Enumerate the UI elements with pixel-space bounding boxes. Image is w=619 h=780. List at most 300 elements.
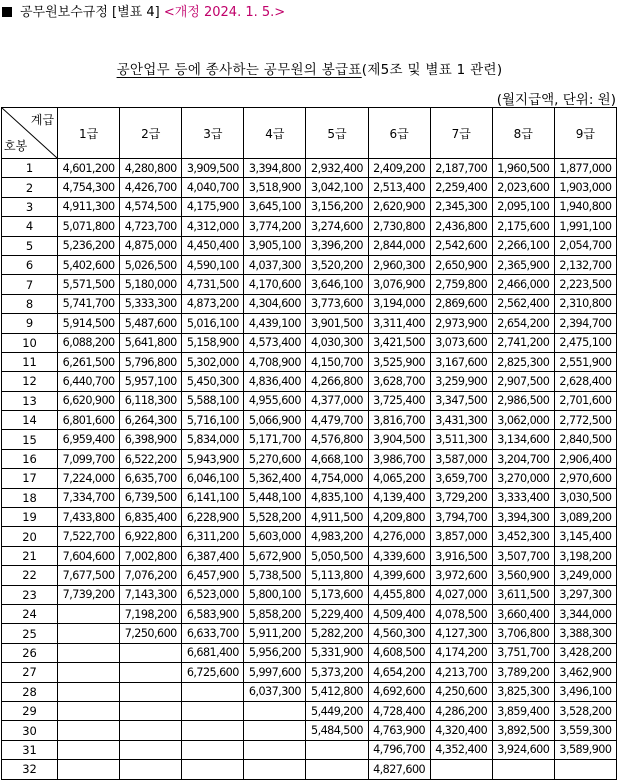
salary-cell: 4,763,900 (368, 721, 430, 740)
salary-cell: 2,628,400 (554, 372, 616, 391)
grade-header: 5급 (306, 108, 368, 159)
salary-cell: 2,986,500 (492, 391, 554, 410)
salary-cell: 4,209,800 (368, 508, 430, 527)
table-row (2, 566, 617, 585)
salary-cell: 3,751,700 (492, 643, 554, 662)
salary-cell (58, 604, 120, 623)
salary-cell: 2,259,400 (430, 178, 492, 197)
step-number-cell: 12 (2, 372, 58, 391)
salary-cell (58, 721, 120, 740)
table-row (2, 663, 617, 682)
salary-cell: 2,932,400 (306, 159, 368, 178)
salary-cell: 5,402,600 (58, 255, 120, 274)
table-row (2, 255, 617, 274)
salary-cell: 3,507,700 (492, 546, 554, 565)
table-row (2, 585, 617, 604)
salary-cell: 6,037,300 (244, 682, 306, 701)
salary-cell: 3,073,600 (430, 333, 492, 352)
salary-cell: 3,646,100 (306, 275, 368, 294)
salary-cell: 3,774,200 (244, 217, 306, 236)
salary-cell: 5,911,200 (244, 624, 306, 643)
salary-cell: 3,394,800 (244, 159, 306, 178)
table-row (2, 760, 617, 779)
salary-cell: 5,362,400 (244, 469, 306, 488)
salary-cell: 2,650,900 (430, 255, 492, 274)
step-number-cell: 13 (2, 391, 58, 410)
salary-cell: 3,659,700 (430, 469, 492, 488)
regulation-title: 공무원보수규정 [별표 4] (20, 5, 160, 20)
salary-cell: 7,604,600 (58, 546, 120, 565)
salary-cell: 4,377,000 (306, 391, 368, 410)
salary-cell (120, 663, 182, 682)
salary-cell: 5,641,800 (120, 333, 182, 352)
salary-cell: 2,475,100 (554, 333, 616, 352)
salary-cell (306, 740, 368, 759)
salary-cell: 7,522,700 (58, 527, 120, 546)
salary-cell: 4,280,800 (120, 159, 182, 178)
salary-cell: 6,681,400 (182, 643, 244, 662)
salary-cell: 3,198,200 (554, 546, 616, 565)
salary-cell: 3,344,000 (554, 604, 616, 623)
salary-cell: 3,388,300 (554, 624, 616, 643)
table-row (2, 449, 617, 468)
salary-cell (244, 701, 306, 720)
step-number-cell: 28 (2, 682, 58, 701)
salary-cell: 4,754,000 (306, 469, 368, 488)
step-number-cell: 26 (2, 643, 58, 662)
salary-cell: 3,857,000 (430, 527, 492, 546)
salary-cell: 5,016,100 (182, 314, 244, 333)
salary-cell: 2,187,700 (430, 159, 492, 178)
salary-cell: 5,834,000 (182, 430, 244, 449)
salary-cell: 4,250,600 (430, 682, 492, 701)
salary-cell: 4,175,900 (182, 197, 244, 216)
salary-cell: 6,725,600 (182, 663, 244, 682)
salary-cell: 5,672,900 (244, 546, 306, 565)
salary-cell: 4,836,400 (244, 372, 306, 391)
salary-cell: 2,310,800 (554, 294, 616, 313)
salary-cell: 7,334,700 (58, 488, 120, 507)
corner-step-label: 호봉 (4, 139, 28, 153)
salary-cell: 5,796,800 (120, 352, 182, 371)
salary-cell: 6,088,200 (58, 333, 120, 352)
salary-cell: 3,916,500 (430, 546, 492, 565)
step-number-cell: 24 (2, 604, 58, 623)
salary-cell: 2,907,500 (492, 372, 554, 391)
grade-header: 9급 (554, 108, 616, 159)
salary-cell: 4,479,700 (306, 411, 368, 430)
salary-table (1, 107, 617, 780)
salary-cell (58, 663, 120, 682)
salary-cell: 7,143,300 (120, 585, 182, 604)
salary-cell: 6,118,300 (120, 391, 182, 410)
step-number-cell: 20 (2, 527, 58, 546)
salary-cell (120, 721, 182, 740)
salary-cell: 6,522,200 (120, 449, 182, 468)
step-number-cell: 1 (2, 159, 58, 178)
salary-cell: 3,660,400 (492, 604, 554, 623)
salary-cell: 7,739,200 (58, 585, 120, 604)
salary-cell (58, 682, 120, 701)
salary-cell: 5,026,500 (120, 255, 182, 274)
salary-cell: 3,528,200 (554, 701, 616, 720)
salary-cell: 5,373,200 (306, 663, 368, 682)
salary-cell: 5,956,200 (244, 643, 306, 662)
salary-cell (58, 701, 120, 720)
salary-cell: 7,224,000 (58, 469, 120, 488)
salary-cell: 3,706,800 (492, 624, 554, 643)
salary-cell: 6,311,200 (182, 527, 244, 546)
salary-cell: 4,286,200 (430, 701, 492, 720)
salary-cell: 1,940,800 (554, 197, 616, 216)
step-number-cell: 19 (2, 508, 58, 527)
salary-cell: 3,204,700 (492, 449, 554, 468)
salary-cell: 6,620,900 (58, 391, 120, 410)
salary-cell: 6,583,900 (182, 604, 244, 623)
salary-cell: 3,972,600 (430, 566, 492, 585)
salary-cell: 5,066,900 (244, 411, 306, 430)
step-number-cell: 8 (2, 294, 58, 313)
salary-cell: 4,399,600 (368, 566, 430, 585)
table-row (2, 721, 617, 740)
step-number-cell: 10 (2, 333, 58, 352)
salary-cell: 5,603,000 (244, 527, 306, 546)
salary-cell: 5,270,600 (244, 449, 306, 468)
step-number-cell: 17 (2, 469, 58, 488)
salary-cell: 5,716,100 (182, 411, 244, 430)
salary-cell: 4,266,800 (306, 372, 368, 391)
salary-cell: 4,037,300 (244, 255, 306, 274)
salary-cell (182, 682, 244, 701)
salary-cell: 5,800,100 (244, 585, 306, 604)
salary-cell: 4,573,400 (244, 333, 306, 352)
salary-cell: 5,588,100 (182, 391, 244, 410)
unit-note: (월지급액, 단위: 원) (496, 92, 616, 108)
revision-note: <개정 2024. 1. 5.> (163, 5, 286, 20)
salary-cell: 3,089,200 (554, 508, 616, 527)
salary-cell: 6,261,500 (58, 352, 120, 371)
salary-cell: 3,518,900 (244, 178, 306, 197)
salary-cell: 5,158,900 (182, 333, 244, 352)
salary-cell: 3,520,200 (306, 255, 368, 274)
table-row (2, 701, 617, 720)
salary-cell: 3,909,500 (182, 159, 244, 178)
grade-header: 1급 (58, 108, 120, 159)
salary-cell: 4,875,000 (120, 236, 182, 255)
salary-cell: 3,270,000 (492, 469, 554, 488)
salary-cell: 4,708,900 (244, 352, 306, 371)
salary-cell: 2,542,600 (430, 236, 492, 255)
salary-cell: 2,701,600 (554, 391, 616, 410)
salary-cell (492, 760, 554, 779)
table-row (2, 624, 617, 643)
salary-cell: 3,428,200 (554, 643, 616, 662)
salary-cell: 2,906,400 (554, 449, 616, 468)
table-row (2, 682, 617, 701)
salary-cell: 3,901,500 (306, 314, 368, 333)
table-row (2, 178, 617, 197)
salary-cell: 5,738,500 (244, 566, 306, 585)
salary-cell: 6,141,100 (182, 488, 244, 507)
salary-cell: 4,590,100 (182, 255, 244, 274)
salary-cell: 7,250,600 (120, 624, 182, 643)
salary-cell: 2,960,300 (368, 255, 430, 274)
step-number-cell: 6 (2, 255, 58, 274)
salary-cell: 5,171,700 (244, 430, 306, 449)
salary-cell: 5,957,100 (120, 372, 182, 391)
salary-cell: 3,645,100 (244, 197, 306, 216)
salary-cell: 2,223,500 (554, 275, 616, 294)
salary-cell: 4,754,300 (58, 178, 120, 197)
salary-cell: 6,264,300 (120, 411, 182, 430)
salary-cell: 4,450,400 (182, 236, 244, 255)
document-header (2, 1, 285, 20)
salary-cell: 4,723,700 (120, 217, 182, 236)
salary-cell (58, 760, 120, 779)
salary-cell: 1,991,100 (554, 217, 616, 236)
salary-cell: 4,654,200 (368, 663, 430, 682)
salary-cell: 4,911,500 (306, 508, 368, 527)
salary-cell: 3,628,700 (368, 372, 430, 391)
salary-cell: 2,365,900 (492, 255, 554, 274)
salary-cell: 3,311,400 (368, 314, 430, 333)
salary-cell: 3,394,300 (492, 508, 554, 527)
salary-cell: 6,523,000 (182, 585, 244, 604)
salary-cell: 4,320,400 (430, 721, 492, 740)
salary-cell: 6,398,900 (120, 430, 182, 449)
salary-cell: 2,409,200 (368, 159, 430, 178)
salary-cell: 3,249,000 (554, 566, 616, 585)
salary-cell: 5,487,600 (120, 314, 182, 333)
salary-cell: 4,873,200 (182, 294, 244, 313)
salary-cell: 2,023,600 (492, 178, 554, 197)
step-number-cell: 23 (2, 585, 58, 604)
salary-cell: 4,668,100 (306, 449, 368, 468)
table-row (2, 314, 617, 333)
salary-cell: 3,156,200 (306, 197, 368, 216)
salary-cell (182, 740, 244, 759)
salary-cell: 4,608,500 (368, 643, 430, 662)
salary-cell: 2,175,600 (492, 217, 554, 236)
table-row (2, 275, 617, 294)
salary-cell: 2,095,100 (492, 197, 554, 216)
salary-cell: 3,062,000 (492, 411, 554, 430)
salary-cell: 2,869,600 (430, 294, 492, 313)
table-row (2, 469, 617, 488)
table-title-reference: (제5조 및 별표 1 관련) (361, 62, 503, 78)
grade-header: 3급 (182, 108, 244, 159)
salary-cell: 3,030,500 (554, 488, 616, 507)
step-number-cell: 30 (2, 721, 58, 740)
salary-cell: 4,170,600 (244, 275, 306, 294)
salary-cell: 5,071,800 (58, 217, 120, 236)
step-number-cell: 31 (2, 740, 58, 759)
salary-cell: 5,858,200 (244, 604, 306, 623)
salary-cell: 3,194,000 (368, 294, 430, 313)
salary-cell: 3,589,900 (554, 740, 616, 759)
salary-cell: 2,772,500 (554, 411, 616, 430)
salary-cell (58, 643, 120, 662)
salary-cell: 6,635,700 (120, 469, 182, 488)
salary-cell: 2,562,400 (492, 294, 554, 313)
salary-cell: 2,973,900 (430, 314, 492, 333)
salary-cell: 3,789,200 (492, 663, 554, 682)
salary-cell: 2,844,000 (368, 236, 430, 255)
table-row (2, 352, 617, 371)
salary-cell: 6,387,400 (182, 546, 244, 565)
salary-cell: 5,173,600 (306, 585, 368, 604)
grade-header: 8급 (492, 108, 554, 159)
salary-cell: 3,347,500 (430, 391, 492, 410)
salary-cell: 1,903,000 (554, 178, 616, 197)
salary-cell (120, 760, 182, 779)
salary-cell: 3,167,600 (430, 352, 492, 371)
salary-cell: 3,986,700 (368, 449, 430, 468)
salary-cell: 6,228,900 (182, 508, 244, 527)
salary-cell: 3,297,300 (554, 585, 616, 604)
step-number-cell: 27 (2, 663, 58, 682)
table-row (2, 217, 617, 236)
salary-cell (120, 643, 182, 662)
salary-cell: 4,796,700 (368, 740, 430, 759)
salary-cell: 6,739,500 (120, 488, 182, 507)
salary-cell: 4,276,000 (368, 527, 430, 546)
salary-cell: 5,943,900 (182, 449, 244, 468)
salary-cell: 3,825,300 (492, 682, 554, 701)
salary-cell (182, 701, 244, 720)
salary-cell: 4,078,500 (430, 604, 492, 623)
salary-cell: 3,611,500 (492, 585, 554, 604)
salary-cell: 4,728,400 (368, 701, 430, 720)
salary-cell (244, 760, 306, 779)
step-number-cell: 32 (2, 760, 58, 779)
salary-cell: 4,692,600 (368, 682, 430, 701)
salary-cell: 5,449,200 (306, 701, 368, 720)
salary-cell: 6,835,400 (120, 508, 182, 527)
salary-cell: 6,633,700 (182, 624, 244, 643)
table-row (2, 527, 617, 546)
salary-cell: 3,274,600 (306, 217, 368, 236)
salary-cell: 5,050,500 (306, 546, 368, 565)
salary-cell: 2,620,900 (368, 197, 430, 216)
table-row (2, 411, 617, 430)
salary-cell: 4,304,600 (244, 294, 306, 313)
salary-cell: 7,198,200 (120, 604, 182, 623)
table-row (2, 740, 617, 759)
table-title-main: 공안업무 등에 종사하는 공무원의 봉급표 (116, 62, 362, 78)
table-row (2, 643, 617, 662)
salary-cell: 3,725,400 (368, 391, 430, 410)
salary-cell: 4,352,400 (430, 740, 492, 759)
step-number-cell: 2 (2, 178, 58, 197)
step-number-cell: 14 (2, 411, 58, 430)
salary-cell: 6,046,100 (182, 469, 244, 488)
salary-cell: 5,484,500 (306, 721, 368, 740)
salary-cell (120, 740, 182, 759)
table-row (2, 430, 617, 449)
salary-cell: 4,040,700 (182, 178, 244, 197)
salary-cell: 4,312,000 (182, 217, 244, 236)
salary-cell: 4,576,800 (306, 430, 368, 449)
salary-cell: 3,560,900 (492, 566, 554, 585)
salary-cell: 1,960,500 (492, 159, 554, 178)
step-number-cell: 18 (2, 488, 58, 507)
salary-cell: 5,113,800 (306, 566, 368, 585)
salary-cell: 2,970,600 (554, 469, 616, 488)
salary-cell: 6,801,600 (58, 411, 120, 430)
salary-cell (430, 760, 492, 779)
salary-cell (182, 760, 244, 779)
salary-cell: 4,955,600 (244, 391, 306, 410)
salary-cell: 3,559,300 (554, 721, 616, 740)
salary-cell: 4,911,300 (58, 197, 120, 216)
salary-cell: 5,331,900 (306, 643, 368, 662)
salary-cell: 5,450,300 (182, 372, 244, 391)
table-row (2, 197, 617, 216)
salary-cell: 6,457,900 (182, 566, 244, 585)
table-row (2, 294, 617, 313)
salary-cell: 3,145,400 (554, 527, 616, 546)
salary-cell (120, 682, 182, 701)
salary-cell: 3,462,900 (554, 663, 616, 682)
salary-cell: 4,426,700 (120, 178, 182, 197)
step-number-cell: 5 (2, 236, 58, 255)
salary-cell: 4,983,200 (306, 527, 368, 546)
salary-cell: 2,654,200 (492, 314, 554, 333)
grade-header: 6급 (368, 108, 430, 159)
salary-cell: 4,827,600 (368, 760, 430, 779)
salary-cell: 7,099,700 (58, 449, 120, 468)
salary-cell: 3,333,400 (492, 488, 554, 507)
salary-cell: 4,731,500 (182, 275, 244, 294)
salary-cell: 5,914,500 (58, 314, 120, 333)
salary-cell: 6,922,800 (120, 527, 182, 546)
salary-cell: 6,440,700 (58, 372, 120, 391)
salary-cell: 5,997,600 (244, 663, 306, 682)
table-row (2, 604, 617, 623)
salary-cell: 2,741,200 (492, 333, 554, 352)
table-row (2, 159, 617, 178)
table-title (0, 58, 619, 78)
salary-cell: 3,587,000 (430, 449, 492, 468)
salary-cell: 4,150,700 (306, 352, 368, 371)
salary-cell: 6,959,400 (58, 430, 120, 449)
salary-cell: 4,139,400 (368, 488, 430, 507)
step-number-cell: 16 (2, 449, 58, 468)
salary-cell: 4,455,800 (368, 585, 430, 604)
salary-cell: 2,132,700 (554, 255, 616, 274)
salary-cell: 4,174,200 (430, 643, 492, 662)
salary-cell: 3,859,400 (492, 701, 554, 720)
salary-cell (58, 740, 120, 759)
table-row (2, 546, 617, 565)
step-number-cell: 15 (2, 430, 58, 449)
salary-cell: 4,835,100 (306, 488, 368, 507)
salary-cell: 4,509,400 (368, 604, 430, 623)
salary-cell: 3,729,200 (430, 488, 492, 507)
salary-cell: 2,436,800 (430, 217, 492, 236)
salary-cell: 3,452,300 (492, 527, 554, 546)
salary-cell: 3,816,700 (368, 411, 430, 430)
salary-cell: 4,439,100 (244, 314, 306, 333)
salary-cell: 4,601,200 (58, 159, 120, 178)
salary-cell: 2,551,900 (554, 352, 616, 371)
salary-cell: 3,904,500 (368, 430, 430, 449)
salary-cell: 3,259,900 (430, 372, 492, 391)
salary-cell: 2,759,800 (430, 275, 492, 294)
step-number-cell: 9 (2, 314, 58, 333)
salary-cell: 7,433,800 (58, 508, 120, 527)
